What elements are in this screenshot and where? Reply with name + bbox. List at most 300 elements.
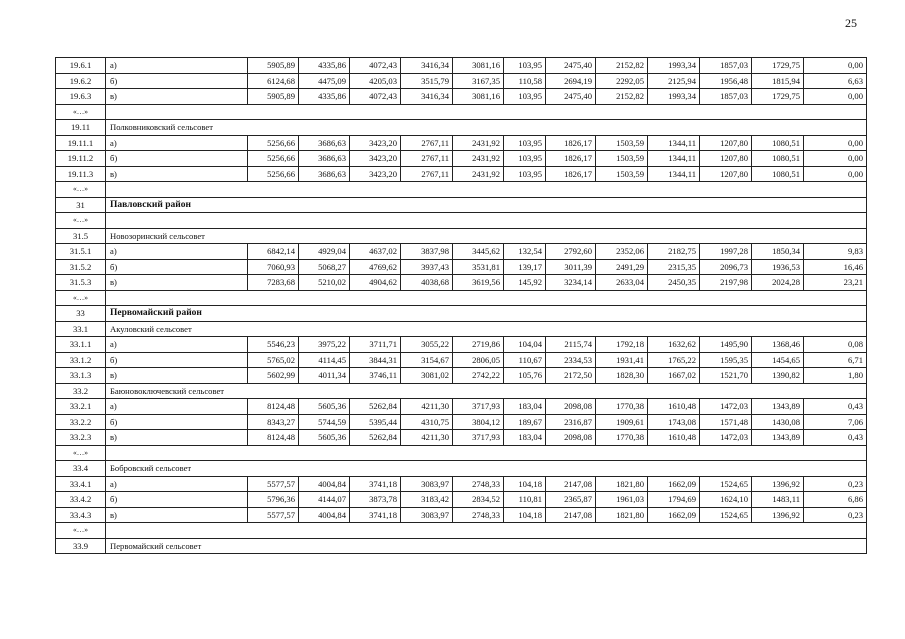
value-cell: 3083,97 — [401, 507, 453, 523]
value-cell: 2767,11 — [401, 135, 453, 151]
row-code: 33.4.1 — [56, 476, 106, 492]
value-cell: 4072,43 — [350, 89, 401, 105]
row-code: 19.11.3 — [56, 166, 106, 182]
value-cell: 103,95 — [504, 166, 546, 182]
settlement-title: Баюновоключевский сельсовет — [106, 383, 867, 399]
value-cell: 1080,51 — [752, 135, 804, 151]
value-cell: 3717,93 — [453, 430, 504, 446]
row-label: в) — [106, 507, 248, 523]
row-code: «…» — [56, 182, 106, 198]
value-cell: 1729,75 — [752, 58, 804, 74]
value-cell: 3711,71 — [350, 337, 401, 353]
value-cell: 4004,84 — [299, 507, 350, 523]
row-code: «…» — [56, 104, 106, 120]
value-cell: 1390,82 — [752, 368, 804, 384]
row-code: 33.1.3 — [56, 368, 106, 384]
value-cell: 1344,11 — [648, 151, 700, 167]
value-cell: 6124,68 — [248, 73, 299, 89]
row-code: 33.1.2 — [56, 352, 106, 368]
table-row-data — [56, 414, 867, 430]
value-cell: 3531,81 — [453, 259, 504, 275]
value-cell: 1826,17 — [546, 135, 596, 151]
value-cell: 4310,75 — [401, 414, 453, 430]
value-cell: 3154,67 — [401, 352, 453, 368]
value-cell: 3081,16 — [453, 89, 504, 105]
value-cell: 6,63 — [804, 73, 867, 89]
value-cell: 110,81 — [504, 492, 546, 508]
value-cell: 183,04 — [504, 399, 546, 415]
row-code: 19.11.1 — [56, 135, 106, 151]
value-cell: 3445,62 — [453, 244, 504, 260]
value-cell: 5395,44 — [350, 414, 401, 430]
value-cell: 2352,06 — [596, 244, 648, 260]
value-cell: 1472,03 — [700, 430, 752, 446]
row-code: 33.4.3 — [56, 507, 106, 523]
value-cell: 5256,66 — [248, 166, 299, 182]
value-cell: 189,67 — [504, 414, 546, 430]
value-cell: 3619,56 — [453, 275, 504, 291]
value-cell: 1770,38 — [596, 399, 648, 415]
value-cell: 1344,11 — [648, 166, 700, 182]
value-cell: 2431,92 — [453, 135, 504, 151]
value-cell: 4335,86 — [299, 58, 350, 74]
value-cell: 4904,62 — [350, 275, 401, 291]
value-cell: 4335,86 — [299, 89, 350, 105]
value-cell: 1503,59 — [596, 135, 648, 151]
value-cell: 1595,35 — [700, 352, 752, 368]
value-cell: 3804,12 — [453, 414, 504, 430]
row-label: а) — [106, 399, 248, 415]
value-cell: 5796,36 — [248, 492, 299, 508]
value-cell: 3167,35 — [453, 73, 504, 89]
value-cell: 103,95 — [504, 89, 546, 105]
value-cell: 1207,80 — [700, 135, 752, 151]
value-cell: 1430,08 — [752, 414, 804, 430]
table-row-data — [56, 166, 867, 182]
value-cell: 2748,33 — [453, 476, 504, 492]
row-label: а) — [106, 337, 248, 353]
settlement-title: Бобровский сельсовет — [106, 461, 867, 477]
value-cell: 1396,92 — [752, 476, 804, 492]
row-code: 33.1.1 — [56, 337, 106, 353]
table-row-ellipsis — [56, 104, 867, 120]
table-row-data — [56, 352, 867, 368]
value-cell: 0,00 — [804, 151, 867, 167]
value-cell: 2365,87 — [546, 492, 596, 508]
value-cell: 3423,20 — [350, 135, 401, 151]
value-cell: 2098,08 — [546, 430, 596, 446]
row-code: 33.2.1 — [56, 399, 106, 415]
value-cell: 3717,93 — [453, 399, 504, 415]
value-cell: 103,95 — [504, 151, 546, 167]
value-cell: 4929,04 — [299, 244, 350, 260]
ellipsis-gap — [106, 523, 867, 539]
row-code: «…» — [56, 290, 106, 306]
row-label: б) — [106, 352, 248, 368]
value-cell: 5577,57 — [248, 476, 299, 492]
row-code: 31 — [56, 197, 106, 213]
value-cell: 104,18 — [504, 507, 546, 523]
value-cell: 2172,50 — [546, 368, 596, 384]
row-code: 33.2.3 — [56, 430, 106, 446]
value-cell: 2475,40 — [546, 58, 596, 74]
value-cell: 3741,18 — [350, 476, 401, 492]
value-cell: 1571,48 — [700, 414, 752, 430]
row-code: 33 — [56, 306, 106, 322]
ellipsis-gap — [106, 445, 867, 461]
row-code: 33.1 — [56, 321, 106, 337]
value-cell: 1997,28 — [700, 244, 752, 260]
row-label: в) — [106, 166, 248, 182]
row-label: в) — [106, 430, 248, 446]
value-cell: 1343,89 — [752, 430, 804, 446]
value-cell: 8124,48 — [248, 399, 299, 415]
row-code: 31.5.3 — [56, 275, 106, 291]
value-cell: 1667,02 — [648, 368, 700, 384]
value-cell: 1524,65 — [700, 507, 752, 523]
row-label: а) — [106, 476, 248, 492]
value-cell: 2450,35 — [648, 275, 700, 291]
row-code: 19.6.2 — [56, 73, 106, 89]
value-cell: 1610,48 — [648, 430, 700, 446]
row-code: 19.11.2 — [56, 151, 106, 167]
value-cell: 5577,57 — [248, 507, 299, 523]
value-cell: 0,23 — [804, 507, 867, 523]
value-cell: 3081,16 — [453, 58, 504, 74]
value-cell: 2748,33 — [453, 507, 504, 523]
table-row-district — [56, 306, 867, 322]
value-cell: 3011,39 — [546, 259, 596, 275]
value-cell: 2694,19 — [546, 73, 596, 89]
table-row-ellipsis — [56, 213, 867, 229]
value-cell: 4211,30 — [401, 430, 453, 446]
value-cell: 0,08 — [804, 337, 867, 353]
ellipsis-gap — [106, 104, 867, 120]
value-cell: 1765,22 — [648, 352, 700, 368]
value-cell: 2182,75 — [648, 244, 700, 260]
value-cell: 0,43 — [804, 430, 867, 446]
value-cell: 6842,14 — [248, 244, 299, 260]
table-row-data — [56, 73, 867, 89]
value-cell: 1770,38 — [596, 430, 648, 446]
value-cell: 1343,89 — [752, 399, 804, 415]
ellipsis-gap — [106, 182, 867, 198]
table-row-header — [56, 120, 867, 136]
value-cell: 139,17 — [504, 259, 546, 275]
value-cell: 8343,27 — [248, 414, 299, 430]
table-row-ellipsis — [56, 290, 867, 306]
value-cell: 0,43 — [804, 399, 867, 415]
value-cell: 5602,99 — [248, 368, 299, 384]
value-cell: 2315,35 — [648, 259, 700, 275]
value-cell: 3183,42 — [401, 492, 453, 508]
row-label: а) — [106, 244, 248, 260]
value-cell: 2719,86 — [453, 337, 504, 353]
value-cell: 2152,82 — [596, 89, 648, 105]
value-cell: 16,46 — [804, 259, 867, 275]
value-cell: 1207,80 — [700, 166, 752, 182]
value-cell: 1729,75 — [752, 89, 804, 105]
row-code: 19.11 — [56, 120, 106, 136]
value-cell: 1503,59 — [596, 151, 648, 167]
value-cell: 3975,22 — [299, 337, 350, 353]
table-row-data — [56, 244, 867, 260]
settlement-title: Акуловский сельсовет — [106, 321, 867, 337]
value-cell: 1850,34 — [752, 244, 804, 260]
value-cell: 2431,92 — [453, 166, 504, 182]
value-cell: 110,67 — [504, 352, 546, 368]
value-cell: 2024,28 — [752, 275, 804, 291]
table-row-data — [56, 259, 867, 275]
value-cell: 2147,08 — [546, 507, 596, 523]
value-cell: 5256,66 — [248, 135, 299, 151]
value-cell: 0,00 — [804, 166, 867, 182]
value-cell: 7060,93 — [248, 259, 299, 275]
value-cell: 1794,69 — [648, 492, 700, 508]
value-cell: 3234,14 — [546, 275, 596, 291]
value-cell: 1524,65 — [700, 476, 752, 492]
row-label: а) — [106, 58, 248, 74]
settlement-title: Первомайский сельсовет — [106, 538, 867, 554]
value-cell: 1080,51 — [752, 151, 804, 167]
value-cell: 3937,43 — [401, 259, 453, 275]
table-row-ellipsis — [56, 182, 867, 198]
value-cell: 6,71 — [804, 352, 867, 368]
value-cell: 1826,17 — [546, 151, 596, 167]
value-cell: 2292,05 — [596, 73, 648, 89]
value-cell: 2197,98 — [700, 275, 752, 291]
value-cell: 1396,92 — [752, 507, 804, 523]
value-cell: 1931,41 — [596, 352, 648, 368]
value-cell: 0,00 — [804, 58, 867, 74]
value-cell: 183,04 — [504, 430, 546, 446]
table-row-district — [56, 197, 867, 213]
value-cell: 3081,02 — [401, 368, 453, 384]
value-cell: 1503,59 — [596, 166, 648, 182]
value-cell: 1792,18 — [596, 337, 648, 353]
value-cell: 7283,68 — [248, 275, 299, 291]
value-cell: 2147,08 — [546, 476, 596, 492]
value-cell: 2767,11 — [401, 166, 453, 182]
row-label: в) — [106, 89, 248, 105]
value-cell: 5256,66 — [248, 151, 299, 167]
row-code: 33.9 — [56, 538, 106, 554]
value-cell: 1662,09 — [648, 507, 700, 523]
value-cell: 4211,30 — [401, 399, 453, 415]
value-cell: 2742,22 — [453, 368, 504, 384]
value-cell: 1624,10 — [700, 492, 752, 508]
value-cell: 5744,59 — [299, 414, 350, 430]
row-label: б) — [106, 259, 248, 275]
value-cell: 2316,87 — [546, 414, 596, 430]
value-cell: 2152,82 — [596, 58, 648, 74]
table-row-data — [56, 89, 867, 105]
table-row-data — [56, 399, 867, 415]
value-cell: 3416,34 — [401, 89, 453, 105]
value-cell: 2475,40 — [546, 89, 596, 105]
value-cell: 1993,34 — [648, 58, 700, 74]
table-row-data — [56, 337, 867, 353]
value-cell: 4114,45 — [299, 352, 350, 368]
row-code: 33.4.2 — [56, 492, 106, 508]
value-cell: 1483,11 — [752, 492, 804, 508]
value-cell: 5210,02 — [299, 275, 350, 291]
value-cell: 145,92 — [504, 275, 546, 291]
row-code: 31.5.1 — [56, 244, 106, 260]
value-cell: 2431,92 — [453, 151, 504, 167]
value-cell: 9,83 — [804, 244, 867, 260]
settlement-title: Новозоринский сельсовет — [106, 228, 867, 244]
value-cell: 1821,80 — [596, 476, 648, 492]
value-cell: 1,80 — [804, 368, 867, 384]
page-number: 25 — [845, 16, 857, 30]
value-cell: 5605,36 — [299, 430, 350, 446]
row-label: б) — [106, 151, 248, 167]
value-cell: 0,00 — [804, 135, 867, 151]
row-code: 31.5 — [56, 228, 106, 244]
table-row-header — [56, 228, 867, 244]
value-cell: 1080,51 — [752, 166, 804, 182]
value-cell: 4038,68 — [401, 275, 453, 291]
value-cell: 5068,27 — [299, 259, 350, 275]
row-code: 33.2.2 — [56, 414, 106, 430]
value-cell: 1821,80 — [596, 507, 648, 523]
value-cell: 5546,23 — [248, 337, 299, 353]
value-cell: 1815,94 — [752, 73, 804, 89]
value-cell: 4769,62 — [350, 259, 401, 275]
value-cell: 4205,03 — [350, 73, 401, 89]
value-cell: 3515,79 — [401, 73, 453, 89]
value-cell: 3686,63 — [299, 135, 350, 151]
value-cell: 4011,34 — [299, 368, 350, 384]
value-cell: 3686,63 — [299, 151, 350, 167]
value-cell: 5765,02 — [248, 352, 299, 368]
value-cell: 1632,62 — [648, 337, 700, 353]
table-row-ellipsis — [56, 445, 867, 461]
table-row-data — [56, 476, 867, 492]
value-cell: 2098,08 — [546, 399, 596, 415]
value-cell: 103,95 — [504, 58, 546, 74]
row-code: 19.6.3 — [56, 89, 106, 105]
value-cell: 1743,08 — [648, 414, 700, 430]
value-cell: 0,00 — [804, 89, 867, 105]
value-cell: 1961,03 — [596, 492, 648, 508]
value-cell: 1454,65 — [752, 352, 804, 368]
row-code: «…» — [56, 445, 106, 461]
value-cell: 1207,80 — [700, 151, 752, 167]
row-label: в) — [106, 275, 248, 291]
value-cell: 8124,48 — [248, 430, 299, 446]
value-cell: 2491,29 — [596, 259, 648, 275]
value-cell: 5605,36 — [299, 399, 350, 415]
district-title: Павловский район — [106, 197, 867, 213]
value-cell: 3423,20 — [350, 151, 401, 167]
table-row-ellipsis — [56, 523, 867, 539]
value-cell: 1828,30 — [596, 368, 648, 384]
value-cell: 1936,53 — [752, 259, 804, 275]
value-cell: 2834,52 — [453, 492, 504, 508]
value-cell: 1368,46 — [752, 337, 804, 353]
table-row-data — [56, 368, 867, 384]
value-cell: 3686,63 — [299, 166, 350, 182]
settlement-title: Полковниковский сельсовет — [106, 120, 867, 136]
row-label: б) — [106, 414, 248, 430]
value-cell: 1344,11 — [648, 135, 700, 151]
row-label: в) — [106, 368, 248, 384]
value-cell: 1857,03 — [700, 89, 752, 105]
value-cell: 104,04 — [504, 337, 546, 353]
row-label: а) — [106, 135, 248, 151]
value-cell: 1909,61 — [596, 414, 648, 430]
value-cell: 6,86 — [804, 492, 867, 508]
row-code: 33.4 — [56, 461, 106, 477]
value-cell: 1662,09 — [648, 476, 700, 492]
row-code: «…» — [56, 523, 106, 539]
value-cell: 1857,03 — [700, 58, 752, 74]
value-cell: 3837,98 — [401, 244, 453, 260]
value-cell: 3741,18 — [350, 507, 401, 523]
table-row-data — [56, 275, 867, 291]
table-row-header — [56, 321, 867, 337]
value-cell: 3423,20 — [350, 166, 401, 182]
table-row-data — [56, 135, 867, 151]
value-cell: 1495,90 — [700, 337, 752, 353]
value-cell: 104,18 — [504, 476, 546, 492]
table-row-header — [56, 461, 867, 477]
table-row-data — [56, 507, 867, 523]
value-cell: 0,23 — [804, 476, 867, 492]
value-cell: 132,54 — [504, 244, 546, 260]
table-row-header — [56, 383, 867, 399]
value-cell: 3746,11 — [350, 368, 401, 384]
value-cell: 2767,11 — [401, 151, 453, 167]
value-cell: 1610,48 — [648, 399, 700, 415]
value-cell: 3083,97 — [401, 476, 453, 492]
table-row-data — [56, 151, 867, 167]
row-code: 31.5.2 — [56, 259, 106, 275]
value-cell: 5262,84 — [350, 399, 401, 415]
value-cell: 110,58 — [504, 73, 546, 89]
row-code: 19.6.1 — [56, 58, 106, 74]
value-cell: 3873,78 — [350, 492, 401, 508]
value-cell: 4072,43 — [350, 58, 401, 74]
value-cell: 5905,89 — [248, 58, 299, 74]
value-cell: 5262,84 — [350, 430, 401, 446]
ellipsis-gap — [106, 213, 867, 229]
value-cell: 23,21 — [804, 275, 867, 291]
value-cell: 4637,02 — [350, 244, 401, 260]
district-title: Первомайский район — [106, 306, 867, 322]
table-row-header — [56, 538, 867, 554]
value-cell: 2633,04 — [596, 275, 648, 291]
value-cell: 105,76 — [504, 368, 546, 384]
value-cell: 3416,34 — [401, 58, 453, 74]
ellipsis-gap — [106, 290, 867, 306]
value-cell: 1956,48 — [700, 73, 752, 89]
tariff-table — [55, 57, 867, 554]
value-cell: 4475,09 — [299, 73, 350, 89]
row-label: б) — [106, 492, 248, 508]
value-cell: 103,95 — [504, 135, 546, 151]
value-cell: 3055,22 — [401, 337, 453, 353]
value-cell: 1521,70 — [700, 368, 752, 384]
value-cell: 4004,84 — [299, 476, 350, 492]
value-cell: 7,06 — [804, 414, 867, 430]
row-code: 33.2 — [56, 383, 106, 399]
value-cell: 4144,07 — [299, 492, 350, 508]
value-cell: 2792,60 — [546, 244, 596, 260]
table-row-data — [56, 430, 867, 446]
